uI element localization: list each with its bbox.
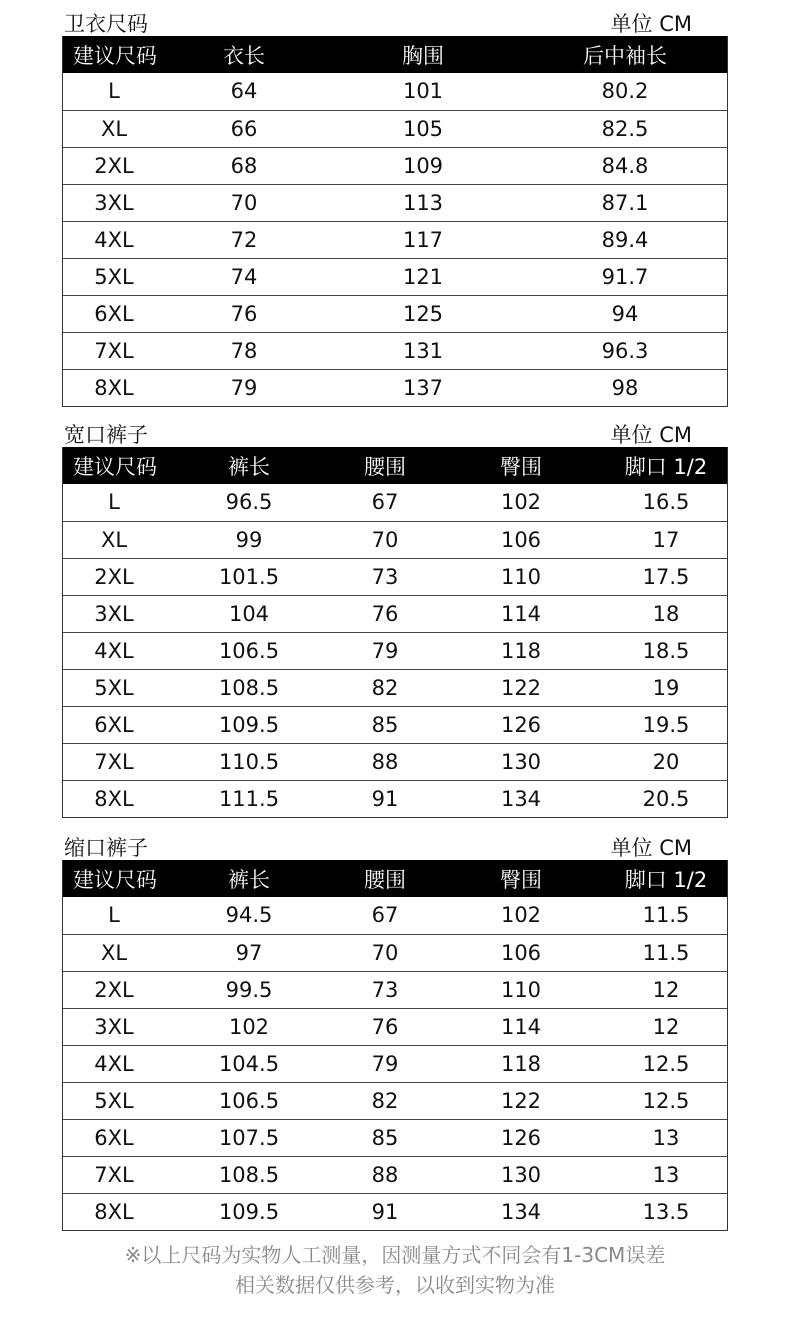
measurement-cell: 108.5 xyxy=(165,669,333,706)
measurement-cell: 126 xyxy=(437,1119,605,1156)
measurement-cell: 104 xyxy=(165,595,333,632)
measurement-cell: 111.5 xyxy=(218,786,280,811)
measurement-cell: 87.1 xyxy=(523,184,727,221)
section-title: 宽口裤子 xyxy=(64,423,148,447)
measurement-cell: 66 xyxy=(165,110,323,147)
measurement-cell: 108.5 xyxy=(165,1156,333,1193)
size-cell: 7XL xyxy=(63,1156,165,1193)
measurement-cell: 79 xyxy=(333,632,437,669)
measurement-cell: 17 xyxy=(605,521,727,558)
size-cell: 6XL xyxy=(63,295,165,332)
column-header: 腰围 xyxy=(364,867,406,892)
measurement-cell: 121 xyxy=(323,258,523,295)
size-section-wide-pants xyxy=(62,421,728,818)
size-cell: 8XL xyxy=(94,375,134,400)
table-row xyxy=(63,595,727,632)
column-header: 建议尺码 xyxy=(73,867,157,892)
column-header: 后中袖长 xyxy=(583,43,667,68)
table-header-row xyxy=(63,860,727,897)
measurement-cell: 76 xyxy=(333,595,437,632)
note-line: ※以上尺码为实物人工测量，因测量方式不同会有1-3CM误差 xyxy=(124,1243,666,1267)
measurement-cell: 131 xyxy=(323,332,523,369)
table-row xyxy=(63,484,727,521)
measurement-cell: 118 xyxy=(437,632,605,669)
size-cell: 4XL xyxy=(63,632,165,669)
table-row xyxy=(63,558,727,595)
measurement-cell: 70 xyxy=(333,521,437,558)
measurement-cell: 122 xyxy=(437,1082,605,1119)
measurement-cell: 64 xyxy=(165,73,323,110)
size-cell: 7XL xyxy=(63,332,165,369)
measurement-cell: 73 xyxy=(333,558,437,595)
measurement-cell: 12.5 xyxy=(605,1045,727,1082)
measurement-cell: 88 xyxy=(333,743,437,780)
size-cell: XL xyxy=(63,934,165,971)
table-row xyxy=(63,897,727,934)
size-section-hoodie xyxy=(62,10,728,407)
table-row xyxy=(63,184,727,221)
table-row xyxy=(63,73,727,110)
measurement-cell: 98 xyxy=(611,375,639,400)
measurement-cell: 85 xyxy=(333,706,437,743)
measurement-cell: 101 xyxy=(323,73,523,110)
table-row xyxy=(63,1119,727,1156)
column-header: 建议尺码 xyxy=(73,454,157,479)
measurement-cell: 102 xyxy=(437,484,605,521)
measurement-cell: 109 xyxy=(323,147,523,184)
measurement-cell: 68 xyxy=(165,147,323,184)
measurement-cell: 20.5 xyxy=(642,786,690,811)
measurement-cell: 97 xyxy=(165,934,333,971)
measurement-cell: 94.5 xyxy=(165,897,333,934)
measurement-cell: 105 xyxy=(323,110,523,147)
measurement-cell: 130 xyxy=(437,743,605,780)
measurement-cell: 13.5 xyxy=(642,1199,690,1224)
measurement-cell: 13 xyxy=(605,1119,727,1156)
column-header: 脚口 1/2 xyxy=(624,867,708,892)
table-row xyxy=(63,258,727,295)
measurement-cell: 79 xyxy=(333,1045,437,1082)
column-header: 裤长 xyxy=(228,454,270,479)
table-row xyxy=(63,971,727,1008)
size-cell: 8XL xyxy=(94,1199,134,1224)
measurement-cell: 82 xyxy=(333,669,437,706)
size-cell: 3XL xyxy=(63,184,165,221)
measurement-cell: 130 xyxy=(437,1156,605,1193)
size-cell: 2XL xyxy=(63,971,165,1008)
section-unit: 单位 CM xyxy=(610,836,692,860)
measurement-cell: 70 xyxy=(165,184,323,221)
measurement-cell: 18 xyxy=(605,595,727,632)
measurement-cell: 110.5 xyxy=(165,743,333,780)
measurement-cell: 91.7 xyxy=(523,258,727,295)
measurement-cell: 99 xyxy=(165,521,333,558)
column-header: 胸围 xyxy=(402,43,444,68)
measurement-cell: 79 xyxy=(230,375,258,400)
column-header: 建议尺码 xyxy=(73,43,157,68)
table-row xyxy=(63,669,727,706)
measurement-cell: 82.5 xyxy=(523,110,727,147)
size-cell: 5XL xyxy=(63,669,165,706)
size-cell: L xyxy=(63,73,165,110)
measurement-cell: 91 xyxy=(371,786,399,811)
size-cell: 6XL xyxy=(63,1119,165,1156)
measurement-cell: 67 xyxy=(333,484,437,521)
measurement-cell: 76 xyxy=(165,295,323,332)
size-table xyxy=(63,860,727,1230)
table-row xyxy=(63,706,727,743)
table-body xyxy=(63,897,727,1230)
measurement-cell: 106 xyxy=(437,521,605,558)
measurement-cell: 84.8 xyxy=(523,147,727,184)
measurement-cell: 18.5 xyxy=(605,632,727,669)
column-header: 裤长 xyxy=(228,867,270,892)
section-title: 卫衣尺码 xyxy=(64,12,148,36)
size-cell: L xyxy=(63,484,165,521)
measurement-note xyxy=(0,1240,790,1300)
size-cell: 4XL xyxy=(63,221,165,258)
measurement-cell: 12 xyxy=(605,971,727,1008)
size-cell: L xyxy=(63,897,165,934)
measurement-cell: 78 xyxy=(165,332,323,369)
measurement-cell: 17.5 xyxy=(605,558,727,595)
table-row xyxy=(63,780,727,817)
size-cell: XL xyxy=(63,521,165,558)
measurement-cell: 88 xyxy=(333,1156,437,1193)
size-table-wrapper xyxy=(62,36,728,407)
measurement-cell: 72 xyxy=(165,221,323,258)
measurement-cell: 134 xyxy=(500,1199,542,1224)
measurement-cell: 99.5 xyxy=(165,971,333,1008)
size-cell: 5XL xyxy=(63,1082,165,1119)
table-header-row xyxy=(63,36,727,73)
measurement-cell: 20 xyxy=(605,743,727,780)
measurement-cell: 73 xyxy=(333,971,437,1008)
measurement-cell: 109.5 xyxy=(165,706,333,743)
table-row xyxy=(63,743,727,780)
measurement-cell: 102 xyxy=(437,897,605,934)
size-table xyxy=(63,36,727,406)
measurement-cell: 12 xyxy=(605,1008,727,1045)
table-header-row xyxy=(63,447,727,484)
measurement-cell: 96.3 xyxy=(523,332,727,369)
size-cell: 2XL xyxy=(63,558,165,595)
measurement-cell: 102 xyxy=(165,1008,333,1045)
measurement-cell: 11.5 xyxy=(605,934,727,971)
table-row xyxy=(63,1156,727,1193)
size-cell: 8XL xyxy=(94,786,134,811)
measurement-cell: 96.5 xyxy=(165,484,333,521)
measurement-cell: 19.5 xyxy=(605,706,727,743)
table-row xyxy=(63,1193,727,1230)
measurement-cell: 11.5 xyxy=(605,897,727,934)
measurement-cell: 70 xyxy=(333,934,437,971)
measurement-cell: 91 xyxy=(371,1199,399,1224)
table-row xyxy=(63,521,727,558)
measurement-cell: 76 xyxy=(333,1008,437,1045)
size-cell: 4XL xyxy=(63,1045,165,1082)
table-row xyxy=(63,369,727,406)
section-unit: 单位 CM xyxy=(610,423,692,447)
size-cell: XL xyxy=(63,110,165,147)
table-row xyxy=(63,221,727,258)
measurement-cell: 109.5 xyxy=(218,1199,280,1224)
column-header: 臀围 xyxy=(500,454,542,479)
note-line: 相关数据仅供参考，以收到实物为准 xyxy=(235,1273,555,1297)
measurement-cell: 113 xyxy=(323,184,523,221)
section-header xyxy=(62,421,728,447)
measurement-cell: 125 xyxy=(323,295,523,332)
table-row xyxy=(63,147,727,184)
measurement-cell: 12.5 xyxy=(605,1082,727,1119)
measurement-cell: 118 xyxy=(437,1045,605,1082)
measurement-cell: 106.5 xyxy=(165,1082,333,1119)
table-row xyxy=(63,632,727,669)
section-header xyxy=(62,10,728,36)
size-table-wrapper xyxy=(62,447,728,818)
size-cell: 5XL xyxy=(63,258,165,295)
measurement-cell: 94 xyxy=(523,295,727,332)
measurement-cell: 114 xyxy=(437,1008,605,1045)
measurement-cell: 117 xyxy=(323,221,523,258)
measurement-cell: 110 xyxy=(437,971,605,1008)
table-body xyxy=(63,73,727,406)
measurement-cell: 114 xyxy=(437,595,605,632)
measurement-cell: 137 xyxy=(402,375,444,400)
column-header: 腰围 xyxy=(364,454,406,479)
column-header: 臀围 xyxy=(500,867,542,892)
table-row xyxy=(63,110,727,147)
table-row xyxy=(63,332,727,369)
measurement-cell: 13 xyxy=(605,1156,727,1193)
measurement-cell: 19 xyxy=(605,669,727,706)
measurement-cell: 110 xyxy=(437,558,605,595)
measurement-cell: 16.5 xyxy=(605,484,727,521)
measurement-cell: 67 xyxy=(333,897,437,934)
section-title: 缩口裤子 xyxy=(64,836,148,860)
table-row xyxy=(63,934,727,971)
table-row xyxy=(63,1045,727,1082)
measurement-cell: 106 xyxy=(437,934,605,971)
size-cell: 2XL xyxy=(63,147,165,184)
size-table xyxy=(63,447,727,817)
measurement-cell: 104.5 xyxy=(165,1045,333,1082)
table-row xyxy=(63,295,727,332)
measurement-cell: 89.4 xyxy=(523,221,727,258)
measurement-cell: 85 xyxy=(333,1119,437,1156)
measurement-cell: 101.5 xyxy=(165,558,333,595)
section-unit: 单位 CM xyxy=(610,12,692,36)
measurement-cell: 80.2 xyxy=(523,73,727,110)
measurement-cell: 74 xyxy=(165,258,323,295)
table-row xyxy=(63,1082,727,1119)
column-header: 衣长 xyxy=(223,43,265,68)
size-section-tapered-pants xyxy=(62,834,728,1231)
size-cell: 7XL xyxy=(63,743,165,780)
size-cell: 3XL xyxy=(63,595,165,632)
measurement-cell: 134 xyxy=(500,786,542,811)
size-cell: 6XL xyxy=(63,706,165,743)
table-row xyxy=(63,1008,727,1045)
size-table-wrapper xyxy=(62,860,728,1231)
measurement-cell: 126 xyxy=(437,706,605,743)
section-header xyxy=(62,834,728,860)
size-cell: 3XL xyxy=(63,1008,165,1045)
measurement-cell: 122 xyxy=(437,669,605,706)
column-header: 脚口 1/2 xyxy=(624,454,708,479)
measurement-cell: 107.5 xyxy=(165,1119,333,1156)
measurement-cell: 82 xyxy=(333,1082,437,1119)
measurement-cell: 106.5 xyxy=(165,632,333,669)
table-body xyxy=(63,484,727,817)
